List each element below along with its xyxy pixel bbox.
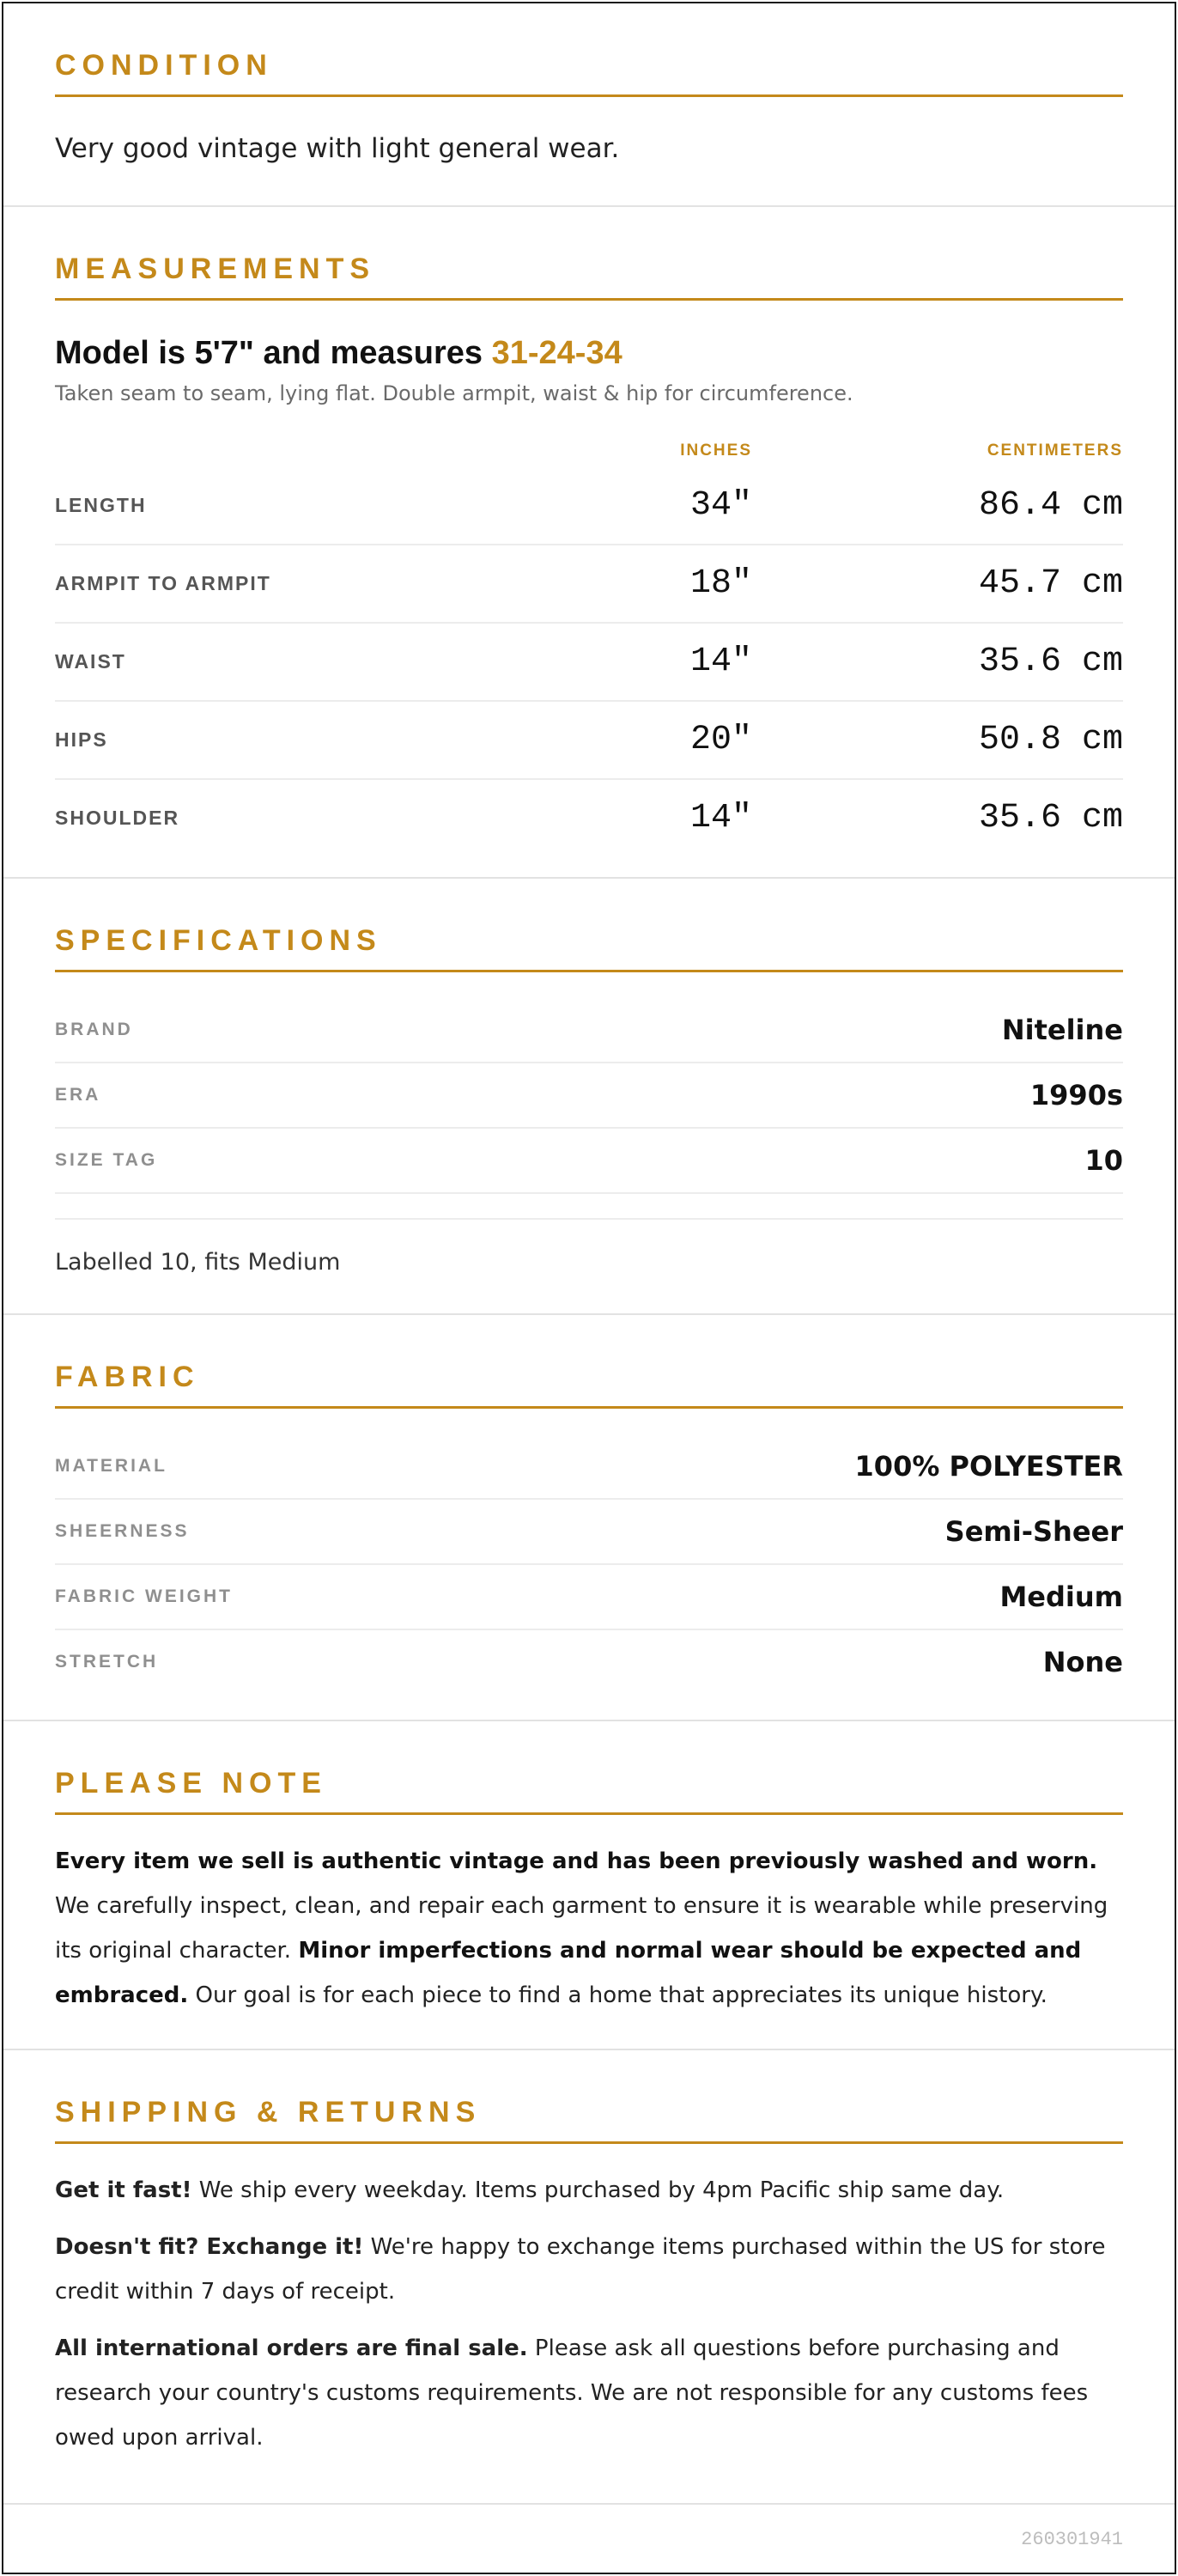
measurement-inches: 14" — [689, 642, 752, 681]
measurement-inches: 34" — [689, 486, 752, 525]
note-text-1: We carefully inspect, clean, and repair each garment to ensure it is wearable while preserving its original character. — [55, 1893, 1108, 1964]
spec-key: SIZE TAG — [55, 1150, 158, 1170]
please-note-text — [55, 1815, 1123, 2049]
size-note: Labelled 10, fits Medium — [55, 1218, 1123, 1313]
measurement-cm: 45.7 cm — [978, 564, 1123, 603]
measurement-cm: 35.6 cm — [978, 642, 1123, 681]
measurement-note: Taken seam to seam, lying flat. Double armpit, waist & hip for circumference. — [55, 381, 853, 405]
list-item — [55, 1063, 1123, 1129]
condition-text: Very good vintage with light general wear. — [55, 133, 620, 164]
table-row — [55, 702, 1123, 780]
item-code: 260301941 — [1021, 2529, 1123, 2550]
spec-value: 10 — [1084, 1144, 1123, 1177]
table-row — [55, 780, 1123, 856]
shipping-title: SHIPPING & RETURNS — [55, 2050, 1123, 2144]
shipping-paragraph — [55, 2168, 1123, 2213]
condition-section — [3, 3, 1175, 207]
measurement-cm: 50.8 cm — [978, 721, 1123, 759]
footer — [3, 2505, 1175, 2575]
list-item — [55, 1434, 1123, 1500]
measurement-label: ARMPIT TO ARMPIT — [55, 572, 271, 594]
spec-value: 1990s — [1029, 1079, 1123, 1111]
table-row — [55, 545, 1123, 624]
shipping-body: Please ask all questions before purchasing and research your country's customs requirements. We are not responsible for any customs fees owed upon arrival. — [55, 2335, 1089, 2451]
shipping-paragraph — [55, 2225, 1123, 2314]
product-details-panel — [2, 2, 1176, 2574]
condition-title: CONDITION — [55, 3, 1123, 97]
list-item — [55, 1500, 1123, 1565]
note-bold-2: Minor imperfections and normal wear should be expected and embraced. — [55, 1938, 1082, 2008]
spec-key: BRAND — [55, 1020, 133, 1039]
shipping-text — [55, 2144, 1123, 2503]
table-row — [55, 624, 1123, 702]
table-row — [55, 467, 1123, 545]
fabric-value: Semi-Sheer — [944, 1515, 1123, 1548]
list-item — [55, 1630, 1123, 1694]
measurement-inches: 14" — [689, 799, 752, 837]
measurement-label: SHOULDER — [55, 807, 180, 829]
specifications-title: SPECIFICATIONS — [55, 879, 1123, 972]
centimeters-column-header: CENTIMETERS — [987, 442, 1123, 460]
shipping-body: We're happy to exchange items purchased within the US for store credit within 7 days of receipt. — [55, 2234, 1106, 2305]
list-item — [55, 1129, 1123, 1194]
fabric-key: MATERIAL — [55, 1456, 167, 1476]
fabric-value: Medium — [999, 1580, 1123, 1613]
inches-column-header: INCHES — [680, 442, 752, 460]
measurement-cm: 35.6 cm — [978, 799, 1123, 837]
spec-key: ERA — [55, 1085, 101, 1105]
fabric-key: STRETCH — [55, 1652, 159, 1672]
fabric-section — [3, 1315, 1175, 1721]
specifications-list — [55, 972, 1123, 1194]
spec-value: Niteline — [1001, 1014, 1123, 1046]
shipping-bold: Get it fast! — [55, 2177, 192, 2203]
model-measurements — [55, 333, 1123, 373]
measurement-cm: 86.4 cm — [978, 486, 1123, 525]
fabric-title: FABRIC — [55, 1315, 1123, 1409]
measurement-label: HIPS — [55, 728, 108, 751]
shipping-paragraph — [55, 2326, 1123, 2460]
model-prefix: Model is 5'7" and measures — [55, 335, 492, 371]
fabric-key: FABRIC WEIGHT — [55, 1586, 233, 1606]
fabric-key: SHEERNESS — [55, 1521, 190, 1541]
please-note-title: PLEASE NOTE — [55, 1721, 1123, 1815]
measurement-table-header — [55, 438, 1123, 464]
measurement-inches: 20" — [689, 721, 752, 759]
shipping-body: We ship every weekday. Items purchased by 4pm Pacific ship same day. — [191, 2177, 1005, 2203]
fabric-value: 100% POLYESTER — [854, 1450, 1123, 1483]
note-bold-1: Every item we sell is authentic vintage and has been previously washed and worn. — [55, 1848, 1098, 1874]
measurements-title: MEASUREMENTS — [55, 207, 1123, 301]
measurement-label: WAIST — [55, 650, 126, 673]
list-item — [55, 998, 1123, 1063]
measurement-table — [55, 464, 1123, 877]
measurements-section — [3, 207, 1175, 879]
shipping-section — [3, 2050, 1175, 2505]
measurement-label: LENGTH — [55, 494, 147, 516]
list-item — [55, 1565, 1123, 1630]
shipping-bold: All international orders are final sale. — [55, 2335, 528, 2361]
measurement-inches: 18" — [689, 564, 752, 603]
fabric-list — [55, 1409, 1123, 1720]
please-note-section — [3, 1721, 1175, 2050]
specifications-section — [3, 879, 1175, 1315]
model-numbers: 31-24-34 — [491, 335, 622, 371]
note-text-2: Our goal is for each piece to find a home that appreciates its unique history. — [188, 1982, 1047, 2008]
shipping-bold: Doesn't fit? Exchange it! — [55, 2234, 364, 2260]
fabric-value: None — [1042, 1646, 1123, 1678]
